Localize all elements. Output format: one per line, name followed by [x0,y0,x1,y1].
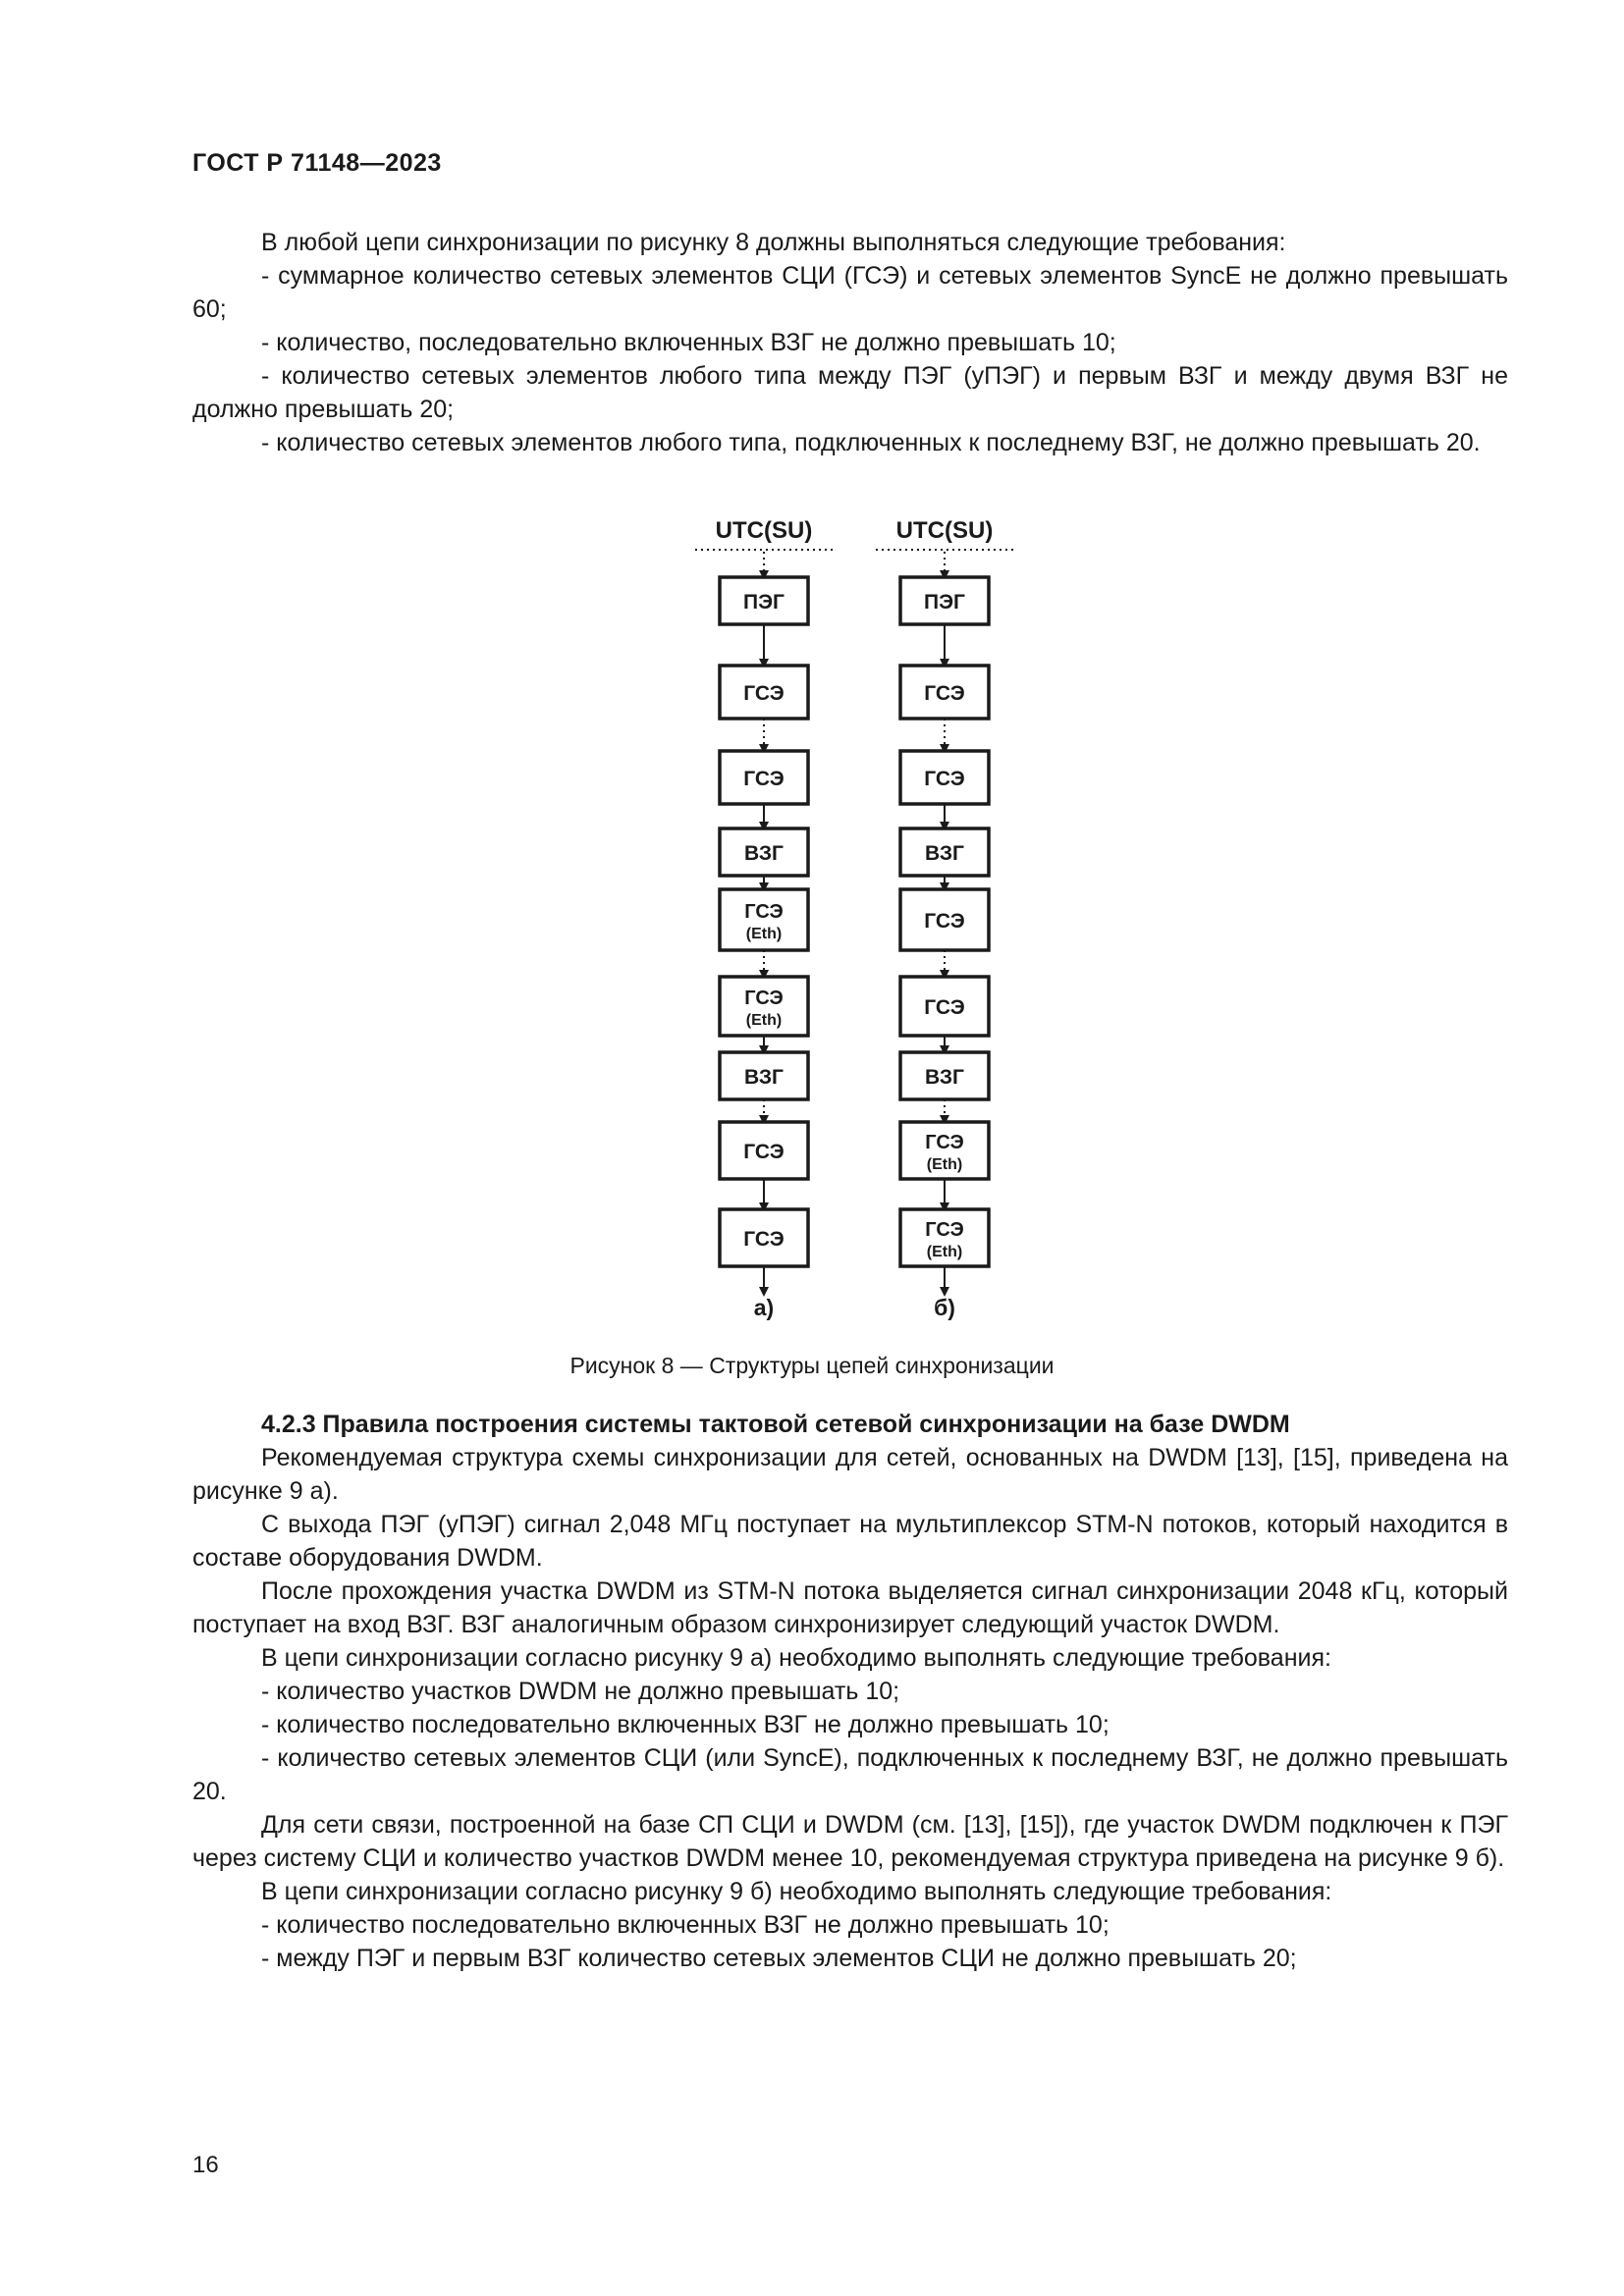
list-item: - количество сетевых элементов СЦИ (или SyncE), подключенных к последнему ВЗГ, не должно превышать 20. [192,1744,1508,1805]
list-item: - количество последовательно включенных ВЗГ не должно превышать 10; [261,1711,1110,1738]
figure-caption: Рисунок 8 — Структуры цепей синхронизации [569,1353,1055,1378]
chain-element-label: ГСЭ [924,682,965,705]
paragraph: В любой цепи синхронизации по рисунку 8 должны выполняться следующие требования: [261,229,1286,256]
page-number: 16 [192,2152,219,2178]
chain-label: б) [934,1295,955,1320]
section-heading: 4.2.3 Правила построения системы тактовой сетевой синхронизации на базе DWDM [261,1411,1290,1438]
chain-element-label: ГСЭ [744,988,784,1009]
chain-element-sublabel: (Eth) [926,1244,963,1260]
list-item: - количество последовательно включенных ВЗГ не должно превышать 10; [261,1911,1110,1939]
chain-element-sublabel: (Eth) [745,926,783,942]
paragraph: С выхода ПЭГ (уПЭГ) сигнал 2,048 МГц поступает на мультиплексор STM-N потоков, который находится в составе оборудования DWDM. [192,1511,1508,1572]
list-item: - количество сетевых элементов любого типа, подключенных к последнему ВЗГ, не должно превышать 20. [261,429,1481,456]
chain-element-label: ГСЭ [743,682,785,705]
list-item: - количество участков DWDM не должно превышать 10; [261,1678,900,1705]
chain-source-label: UTC(SU) [715,517,813,544]
chain-element-label: ПЭГ [743,591,785,614]
chain-element-label: ГСЭ [924,768,965,790]
paragraph: В цепи синхронизации согласно рисунку 9 б) необходимо выполнять следующие требования: [261,1878,1332,1905]
list-item: - количество сетевых элементов любого типа между ПЭГ (уПЭГ) и первым ВЗГ и между двумя ВЗГ не должно превышать 20; [192,362,1508,423]
chain-source-label: UTC(SU) [895,517,994,544]
chain-element-label: ГСЭ [743,768,785,790]
chain-label: а) [753,1295,775,1320]
chain-element-sublabel: (Eth) [926,1156,963,1173]
paragraph: Для сети связи, построенной на базе СП СЦИ и DWDM (см. [13], [15]), где участок DWDM подключен к ПЭГ через систему СЦИ и количество участков DWDM менее 10, рекомендуемая структура приведена на рисунке 9 б). [192,1811,1508,1872]
document-header: ГОСТ Р 71148—2023 [192,149,442,177]
list-item: - количество, последовательно включенных ВЗГ не должно превышать 10; [261,329,1116,356]
text-block-2 [192,1408,1508,1975]
chain-element-label: ВЗГ [925,842,964,865]
chain-element-label: ГСЭ [743,1228,785,1251]
chain-element-label: ВЗГ [744,842,784,865]
chain-element-label: ПЭГ [924,591,965,614]
chain-element-label: ВЗГ [744,1066,784,1089]
paragraph: После прохождения участка DWDM из STM-N потока выделяется сигнал синхронизации 2048 кГц, который поступает на вход ВЗГ. ВЗГ аналогичным образом синхронизирует следующий участок DWDM. [192,1577,1508,1638]
chain-element-label: ГСЭ [925,1219,964,1241]
list-item: - суммарное количество сетевых элементов СЦИ (ГСЭ) и сетевых элементов SyncE не должно превышать 60; [192,262,1508,323]
chain-element-sublabel: (Eth) [745,1012,783,1029]
chain-element-label: ГСЭ [925,1132,964,1153]
paragraph: В цепи синхронизации согласно рисунку 9 а) необходимо выполнять следующие требования: [261,1644,1331,1672]
chain-element-label: ГСЭ [924,910,965,933]
chain-element-label: ГСЭ [744,901,784,923]
list-item: - между ПЭГ и первым ВЗГ количество сетевых элементов СЦИ не должно превышать 20; [261,1945,1297,1972]
paragraph: Рекомендуемая структура схемы синхронизации для сетей, основанных на DWDM [13], [15], приведена на рисунке 9 а). [192,1444,1508,1505]
chain-element-label: ВЗГ [925,1066,964,1089]
chain-element-label: ГСЭ [743,1141,785,1163]
chain-element-label: ГСЭ [924,996,965,1019]
